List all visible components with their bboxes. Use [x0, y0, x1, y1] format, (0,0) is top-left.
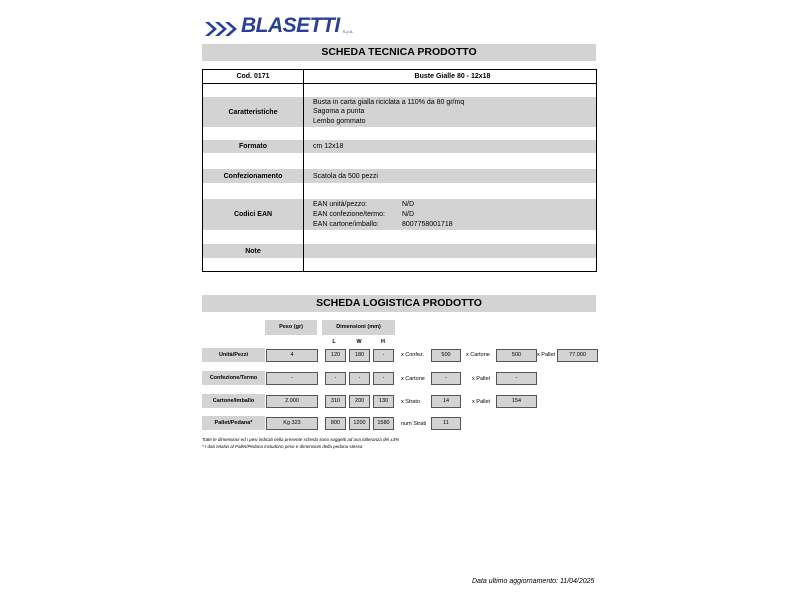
confezionamento-label: Confezionamento: [203, 169, 304, 183]
logo-suffix: S.p.A.: [342, 29, 354, 34]
dim-h-cell: 1580: [373, 417, 394, 430]
tech-sheet-title: SCHEDA TECNICA PRODOTTO: [202, 44, 596, 61]
dim-l-cell: 310: [325, 395, 346, 408]
dim-w-cell: -: [349, 372, 370, 385]
qty-cell: -: [496, 372, 537, 385]
qty-label: x Pallet: [472, 376, 491, 382]
ean-key: EAN unità/pezzo:: [313, 200, 368, 208]
note-label: Note: [203, 244, 304, 258]
dim-h-cell: -: [373, 372, 394, 385]
dim-l-cell: -: [325, 372, 346, 385]
ean-value: N/D: [402, 210, 415, 218]
dim-h-cell: 130: [373, 395, 394, 408]
qty-label: x Pallet: [472, 399, 491, 405]
product-code: Cod. 0171: [203, 70, 304, 84]
peso-cell: 2.000: [266, 395, 318, 408]
note-value: [304, 244, 597, 258]
ean-value: 8007758001718: [402, 220, 453, 228]
dim-label-h: H: [381, 339, 385, 345]
logistic-sheet-title: SCHEDA LOGISTICA PRODOTTO: [202, 295, 596, 312]
confezionamento-value: Scatola da 500 pezzi: [304, 169, 597, 183]
product-name: Buste Gialle 80 - 12x18: [304, 70, 597, 84]
row-label-confezione: Confezione/Termo: [202, 371, 265, 385]
caratteristica-line: Sagoma a punta: [313, 108, 365, 116]
qty-cell: -: [431, 372, 461, 385]
caratteristica-line: Busta in carta gialla riciclata a 110% da 80 gr/mq: [313, 98, 465, 106]
dimensioni-header: Dimensioni (mm): [322, 320, 395, 335]
tech-sheet-table: [202, 69, 597, 272]
dim-w-cell: 180: [349, 349, 370, 362]
logo-text: BLASETTI: [241, 14, 340, 37]
peso-cell: Kg 323: [266, 417, 318, 430]
row-label-unita: Unità/Pezzi: [202, 348, 265, 362]
qty-cell: 500: [496, 349, 537, 362]
last-update-date: Data ultimo aggiornamento: 11/04/2025: [472, 578, 595, 585]
qty-cell: 11: [431, 417, 461, 430]
dim-h-cell: -: [373, 349, 394, 362]
dim-label-l: L: [332, 339, 336, 345]
qty-label: x Cartone: [401, 376, 425, 382]
qty-cell: 154: [496, 395, 537, 408]
dim-w-cell: 200: [349, 395, 370, 408]
qty-label: x Confez.: [401, 352, 425, 358]
dim-l-cell: 120: [325, 349, 346, 362]
row-note: [203, 244, 597, 258]
qty-cell: 14: [431, 395, 461, 408]
row-caratteristiche: [203, 97, 597, 127]
qty-label: x Strato: [401, 399, 420, 405]
dim-w-cell: 1200: [349, 417, 370, 430]
row-label-pallet: Pallet/Pedana*: [202, 416, 265, 430]
peso-cell: -: [266, 372, 318, 385]
formato-value: cm 12x18: [304, 140, 597, 153]
row-label-cartone: Cartone/Imballo: [202, 394, 265, 408]
qty-label: x Pallet: [537, 352, 556, 358]
ean-key: EAN cartone/imballo:: [313, 220, 379, 228]
qty-label: num Strati: [401, 421, 427, 427]
pallet-note: * I dati relativi al Pallet/Pedana includono peso e dimensioni della pedana stessa: [202, 444, 363, 449]
peso-header: Peso (gr): [265, 320, 317, 335]
row-confezionamento: [203, 169, 597, 183]
formato-label: Formato: [203, 140, 304, 153]
peso-cell: 4: [266, 349, 318, 362]
ean-key: EAN confezione/termo:: [313, 210, 385, 218]
qty-cell: 77.000: [557, 349, 598, 362]
caratteristiche-label: Caratteristiche: [203, 97, 304, 127]
logo-arrows-icon: [205, 22, 239, 36]
company-logo: [205, 14, 354, 36]
row-formato: [203, 140, 597, 153]
qty-cell: 500: [431, 349, 461, 362]
caratteristica-line: Lembo gommato: [313, 117, 366, 125]
ean-value: N/D: [402, 200, 415, 208]
row-codici-ean: [203, 199, 597, 230]
qty-label: x Cartone: [466, 352, 490, 358]
tolerance-note: Tutte le dimensioni ed i pesi indicati nella presente scheda sono soggetti ad una tolleranza del ±3%: [202, 437, 400, 442]
dim-label-w: W: [356, 339, 362, 345]
ean-label: Codici EAN: [203, 199, 304, 230]
dim-l-cell: 800: [325, 417, 346, 430]
